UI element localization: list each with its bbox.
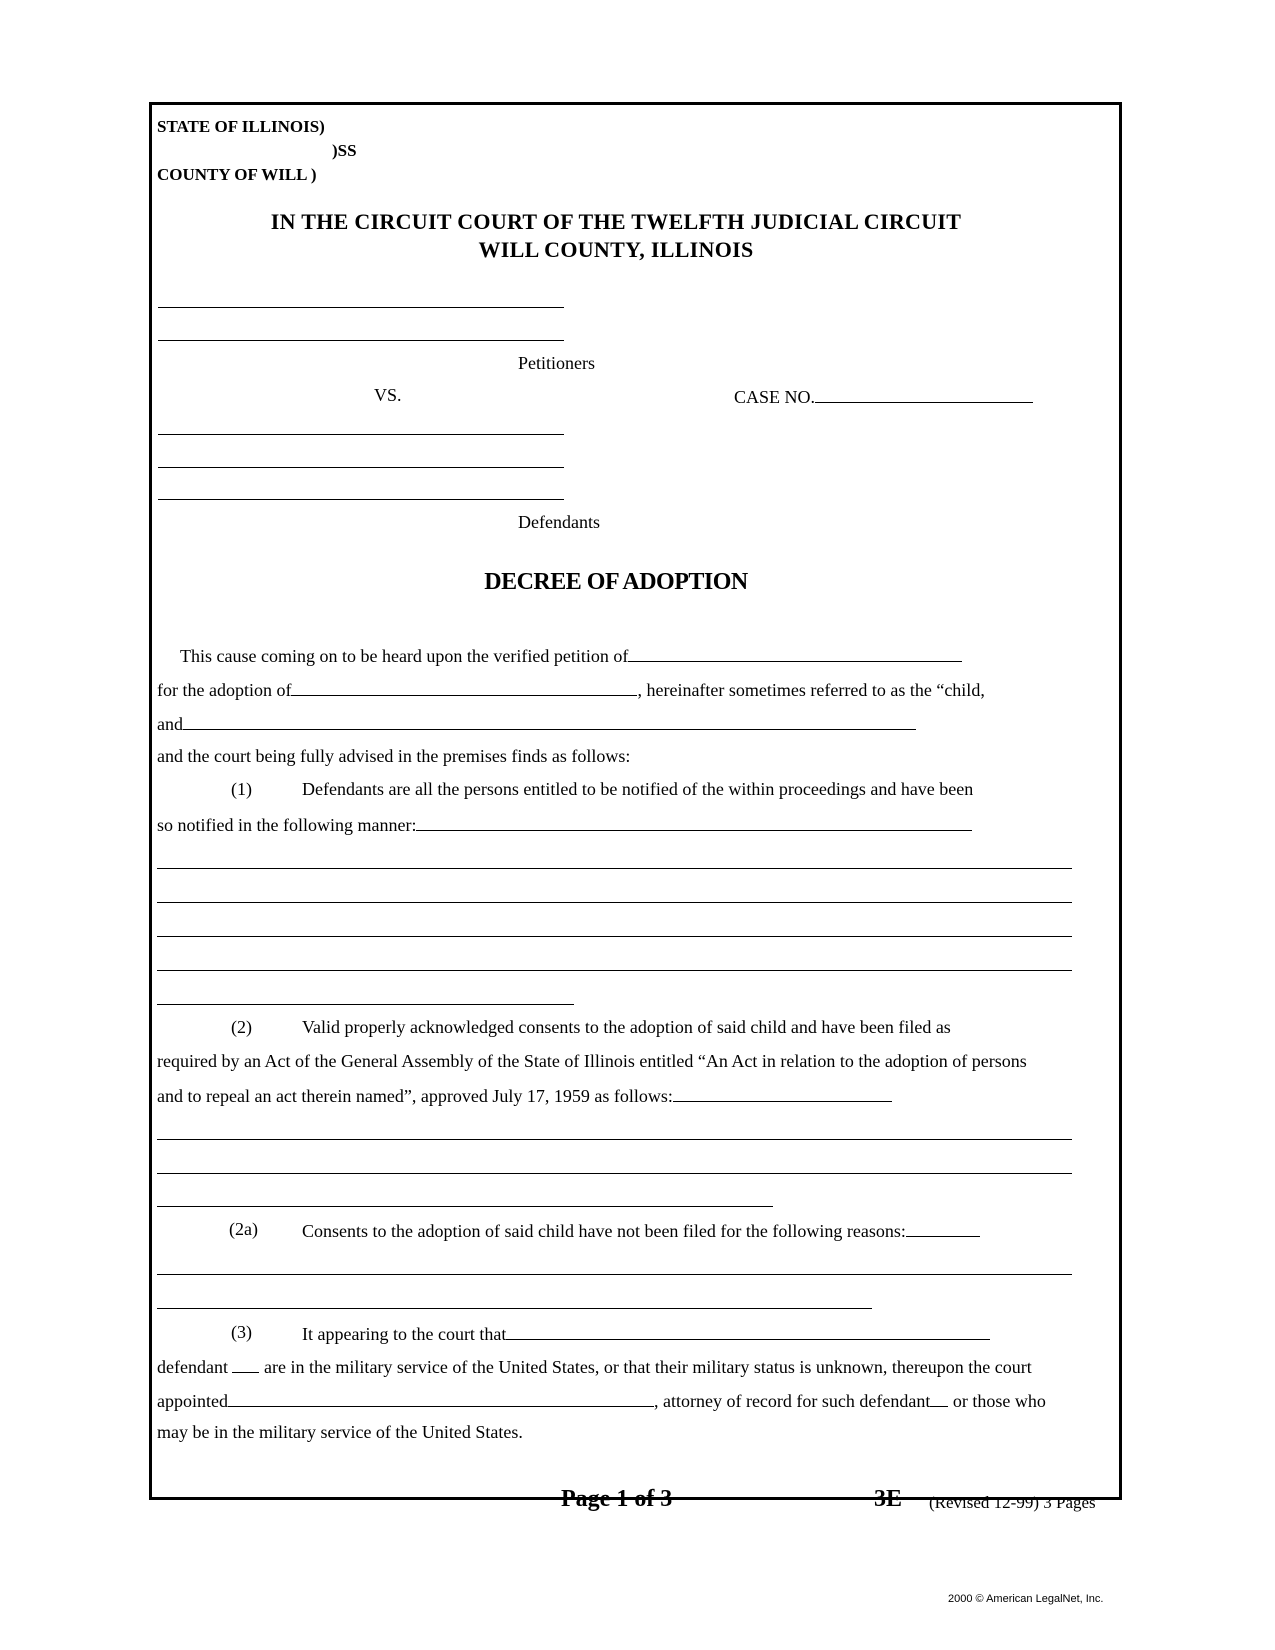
notice-manner-input[interactable]	[416, 812, 972, 831]
defendant-line[interactable]	[158, 467, 564, 468]
military-text: are in the military service of the United States, or that their military status is unknown, thereupon the court	[263, 1357, 1032, 1377]
petitioners-label: Petitioners	[518, 353, 595, 373]
those-who-text: or those who	[952, 1391, 1046, 1411]
petitioner-line[interactable]	[158, 307, 564, 308]
page-number: Page 1 of 3	[561, 1486, 673, 1512]
copyright-text: 2000 © American LegalNet, Inc.	[948, 1593, 1104, 1605]
vs-label: VS.	[374, 385, 402, 405]
section-3-number: (3)	[231, 1322, 252, 1342]
case-number-input[interactable]	[815, 384, 1033, 403]
adoption-text: for the adoption of	[157, 680, 292, 700]
notice-line[interactable]	[157, 868, 1072, 869]
appointed-text: appointed	[157, 1391, 228, 1411]
notice-line[interactable]	[157, 936, 1072, 937]
notice-line[interactable]	[157, 970, 1072, 971]
military-service-text: may be in the military service of the United States.	[157, 1422, 523, 1442]
child-name-input[interactable]	[291, 677, 637, 696]
court-finding-input[interactable]	[506, 1321, 990, 1340]
section-2-text: Valid properly acknowledged consents to the adoption of said child and have been filed as	[302, 1017, 951, 1037]
reasons-line[interactable]	[157, 1308, 872, 1309]
petitioner-name-input[interactable]	[628, 643, 962, 662]
petition-text: This cause coming on to be heard upon the verified petition of	[180, 646, 629, 666]
appointed-line	[157, 1388, 1046, 1412]
consents-line[interactable]	[157, 1173, 1072, 1174]
consents-input[interactable]	[673, 1083, 892, 1102]
act-follows-text: and to repeal an act therein named”, approved July 17, 1959 as follows:	[157, 1086, 673, 1106]
petition-line	[180, 643, 962, 667]
and-line	[157, 711, 916, 735]
court-county: WILL COUNTY, ILLINOIS	[478, 237, 754, 262]
defendant-text: defendant	[157, 1357, 228, 1377]
form-border	[149, 102, 1122, 1500]
section-2a-text: Consents to the adoption of said child have not been filed for the following reasons:	[302, 1221, 906, 1241]
section-3-line	[302, 1321, 990, 1345]
notified-text: so notified in the following manner:	[157, 815, 417, 835]
case-number-label: CASE NO.	[734, 387, 816, 407]
court-advised-text: and the court being fully advised in the premises finds as follows:	[157, 746, 631, 766]
consents-line[interactable]	[157, 1139, 1072, 1140]
defendant-plural-input[interactable]	[930, 1388, 948, 1407]
defendant-line[interactable]	[158, 434, 564, 435]
notified-line	[157, 812, 972, 836]
defendant-input[interactable]	[232, 1354, 259, 1373]
and-text: and	[157, 714, 183, 734]
document-title: DECREE OF ADOPTION	[484, 569, 748, 595]
section-2a-line	[302, 1218, 980, 1242]
act-text: required by an Act of the General Assembly of the State of Illinois entitled “An Act in relation to the adoption of persons	[157, 1051, 1027, 1071]
reasons-line[interactable]	[157, 1274, 1072, 1275]
defendant-line[interactable]	[158, 499, 564, 500]
attorney-input[interactable]	[228, 1388, 654, 1407]
military-line	[157, 1354, 1032, 1378]
defendants-label: Defendants	[518, 512, 600, 532]
section-1-text: Defendants are all the persons entitled to be notified of the within proceedings and have been	[302, 779, 974, 799]
section-1-number: (1)	[231, 779, 252, 799]
adoption-line	[157, 677, 985, 701]
county-label: COUNTY OF WILL )	[157, 165, 317, 184]
ss-label: )SS	[332, 141, 357, 160]
state-label: STATE OF ILLINOIS)	[157, 117, 325, 136]
section-3-text: It appearing to the court that	[302, 1324, 507, 1344]
act-follows-line	[157, 1083, 892, 1107]
consents-line[interactable]	[157, 1206, 773, 1207]
notice-line[interactable]	[157, 1004, 574, 1005]
petitioner-line[interactable]	[158, 340, 564, 341]
case-number-field	[734, 384, 1033, 408]
notice-line[interactable]	[157, 902, 1072, 903]
court-name: IN THE CIRCUIT COURT OF THE TWELFTH JUDICIAL CIRCUIT	[270, 209, 962, 234]
section-2a-number: (2a)	[229, 1219, 258, 1239]
and-input[interactable]	[183, 711, 916, 730]
form-number: 3E	[874, 1486, 903, 1512]
section-2-number: (2)	[231, 1017, 252, 1037]
attorney-text: , attorney of record for such defendant	[653, 1391, 931, 1411]
child-reference-text: , hereinafter sometimes referred to as the “child,	[637, 680, 985, 700]
revision-text: (Revised 12-99) 3 Pages	[929, 1493, 1096, 1512]
reasons-input[interactable]	[906, 1218, 980, 1237]
